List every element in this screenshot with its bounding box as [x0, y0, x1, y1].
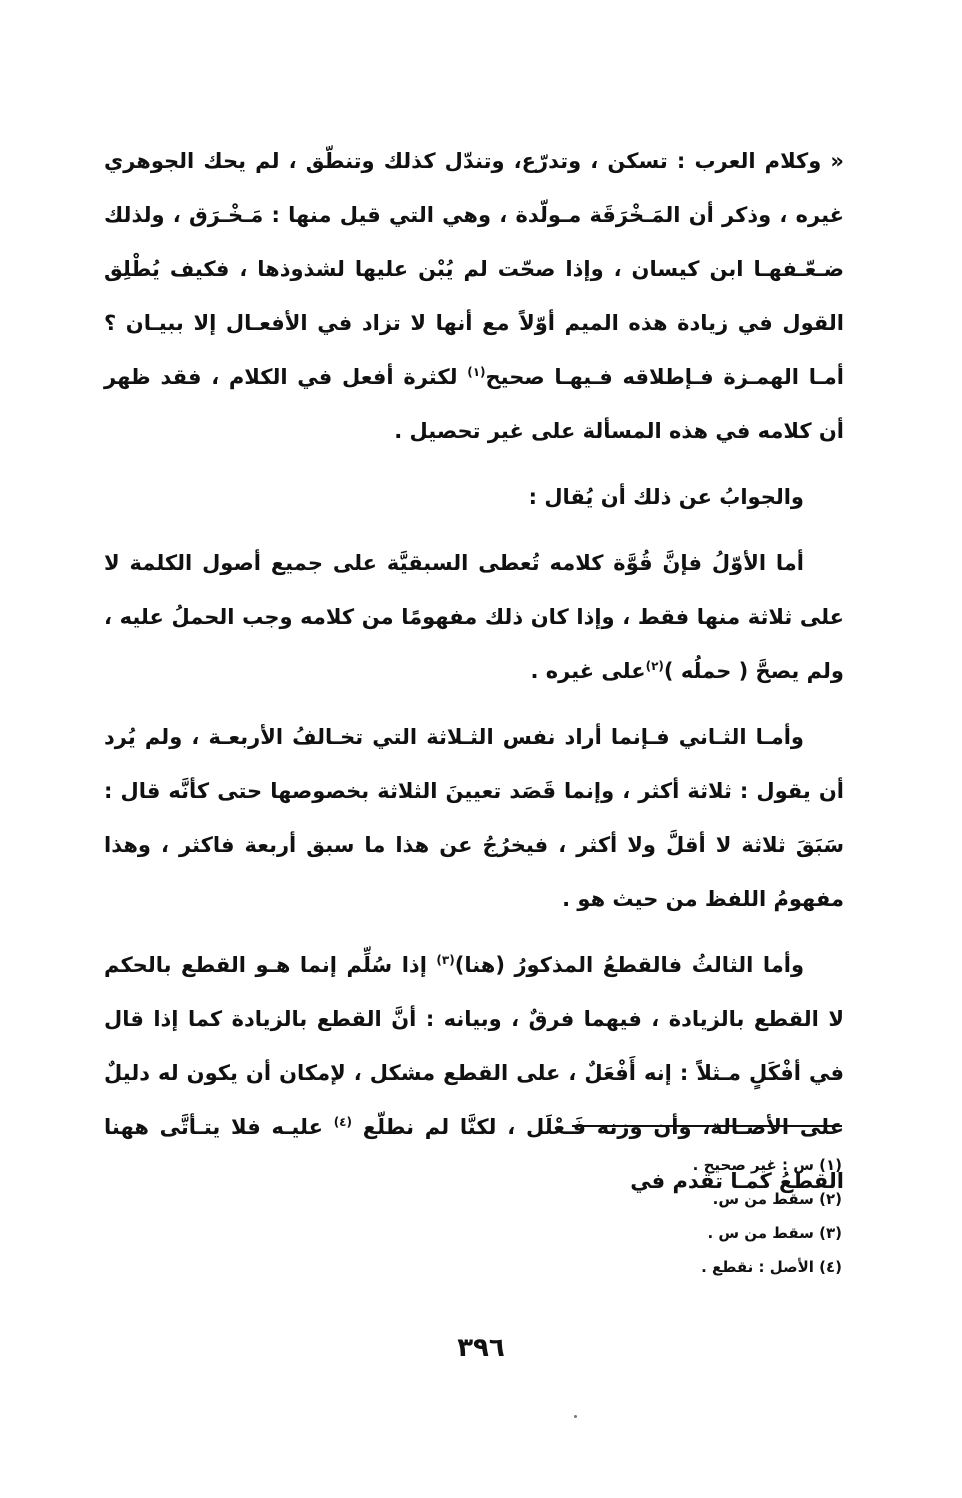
paragraph-5-text: وأما الثالثُ فالقطعُ المذكورُ (هنا) — [454, 953, 805, 977]
page-number: ٣٩٦ — [457, 1333, 505, 1363]
footnote-separator — [572, 1125, 842, 1127]
paragraph-3 — [104, 536, 844, 698]
paragraph-4-text: وأمـا الثـاني فـإنما أراد نفس الثـلاثة التي تخـالفُ الأربعـة ، ولم يُرد أن يقول : ثلاثة أكثر ، وإنما قَصَد تعيينَ الثلاثة بخصوصها حتى كأنَّه قال : سَبَقَ ثلاثة لا أقلَّ ولا أكثر ، فيخرُجُ عن هذا ما سبق أربعة فاكثر ، وهذا مفهومُ اللفظ من حيث هو . — [104, 725, 844, 911]
scan-speck — [574, 1415, 577, 1418]
footnotes — [442, 1148, 842, 1284]
paragraph-1 — [104, 134, 844, 458]
footnote-3: (٣) سقط من س . — [707, 1224, 842, 1242]
footnote-2: (٢) سقط من س. — [712, 1190, 842, 1208]
footnote-4: (٤) الأصل : نقطع . — [701, 1258, 842, 1276]
paragraph-3-end: على غيره . — [530, 659, 646, 683]
paragraph-2 — [104, 470, 844, 524]
paragraph-5-end: عليـه فلا يتـأتَّى ههنا القطعُ كمـا تقدم في — [104, 1115, 844, 1193]
footnote-ref-1: (١) — [467, 365, 486, 379]
footnote-ref-2: (٢) — [645, 659, 664, 673]
main-text — [104, 134, 844, 1208]
paragraph-5-middle: إذا سُلِّم إنما هـو القطع بالحكم لا القطع بالزيادة ، فيهما فرقٌ ، وبيانه : أنَّ القطع بالزيادة كما إذا قال في أفْكَلٍ مـثلاً : إنه أَفْعَلٌ ، على القطع مشكل ، لإمكان أن يكون له دليلٌ على الأصـالة، وأن وزنه فَـعْلَل ، لكنَّا لم نطلّع — [104, 953, 844, 1139]
footnote-ref-4: (٤) — [333, 1115, 352, 1129]
paragraph-4 — [104, 710, 844, 926]
paragraph-1-end: لكثرة أفعل في الكلام ، فقد ظهر أن كلامه في هذه المسألة على غير تحصيل . — [104, 365, 844, 443]
paragraph-1-text: « وكلام العرب : تسكن ، وتدرّع، وتندّل كذلك وتنطّق ، لم يحك الجوهري غيره ، وذكر أن المَـخْرَقَة مـولّدة ، وهي التي قيل منها : مَـخْـرَق ، ولذلك ضـعّـفهـا ابن كيسان ، وإذا صحّت لم يُبْن عليها لشذوذها ، فكيف يُطْلِق القول في زيادة هذه الميم أوّلاً مع أنها لا تزاد في الأفعـال إلا ببيـان ؟ أمـا الهمـزة فـإطلاقه فـيهـا صحيح — [104, 149, 844, 389]
paragraph-3-text: أما الأوّلُ فإنَّ قُوَّة كلامه تُعطى السبقيَّة على جميع أصول الكلمة لا على ثلاثة منها فقط ، وإذا كان ذلك مفهومًا من كلامه وجب الحملُ عليه ، ولم يصحَّ ( حملُه ) — [104, 551, 844, 683]
footnote-ref-3: (٣) — [436, 953, 455, 967]
footnote-1: (١) س : غير صحيح . — [692, 1156, 842, 1174]
paragraph-2-text: والجوابُ عن ذلك أن يُقال : — [528, 485, 804, 509]
